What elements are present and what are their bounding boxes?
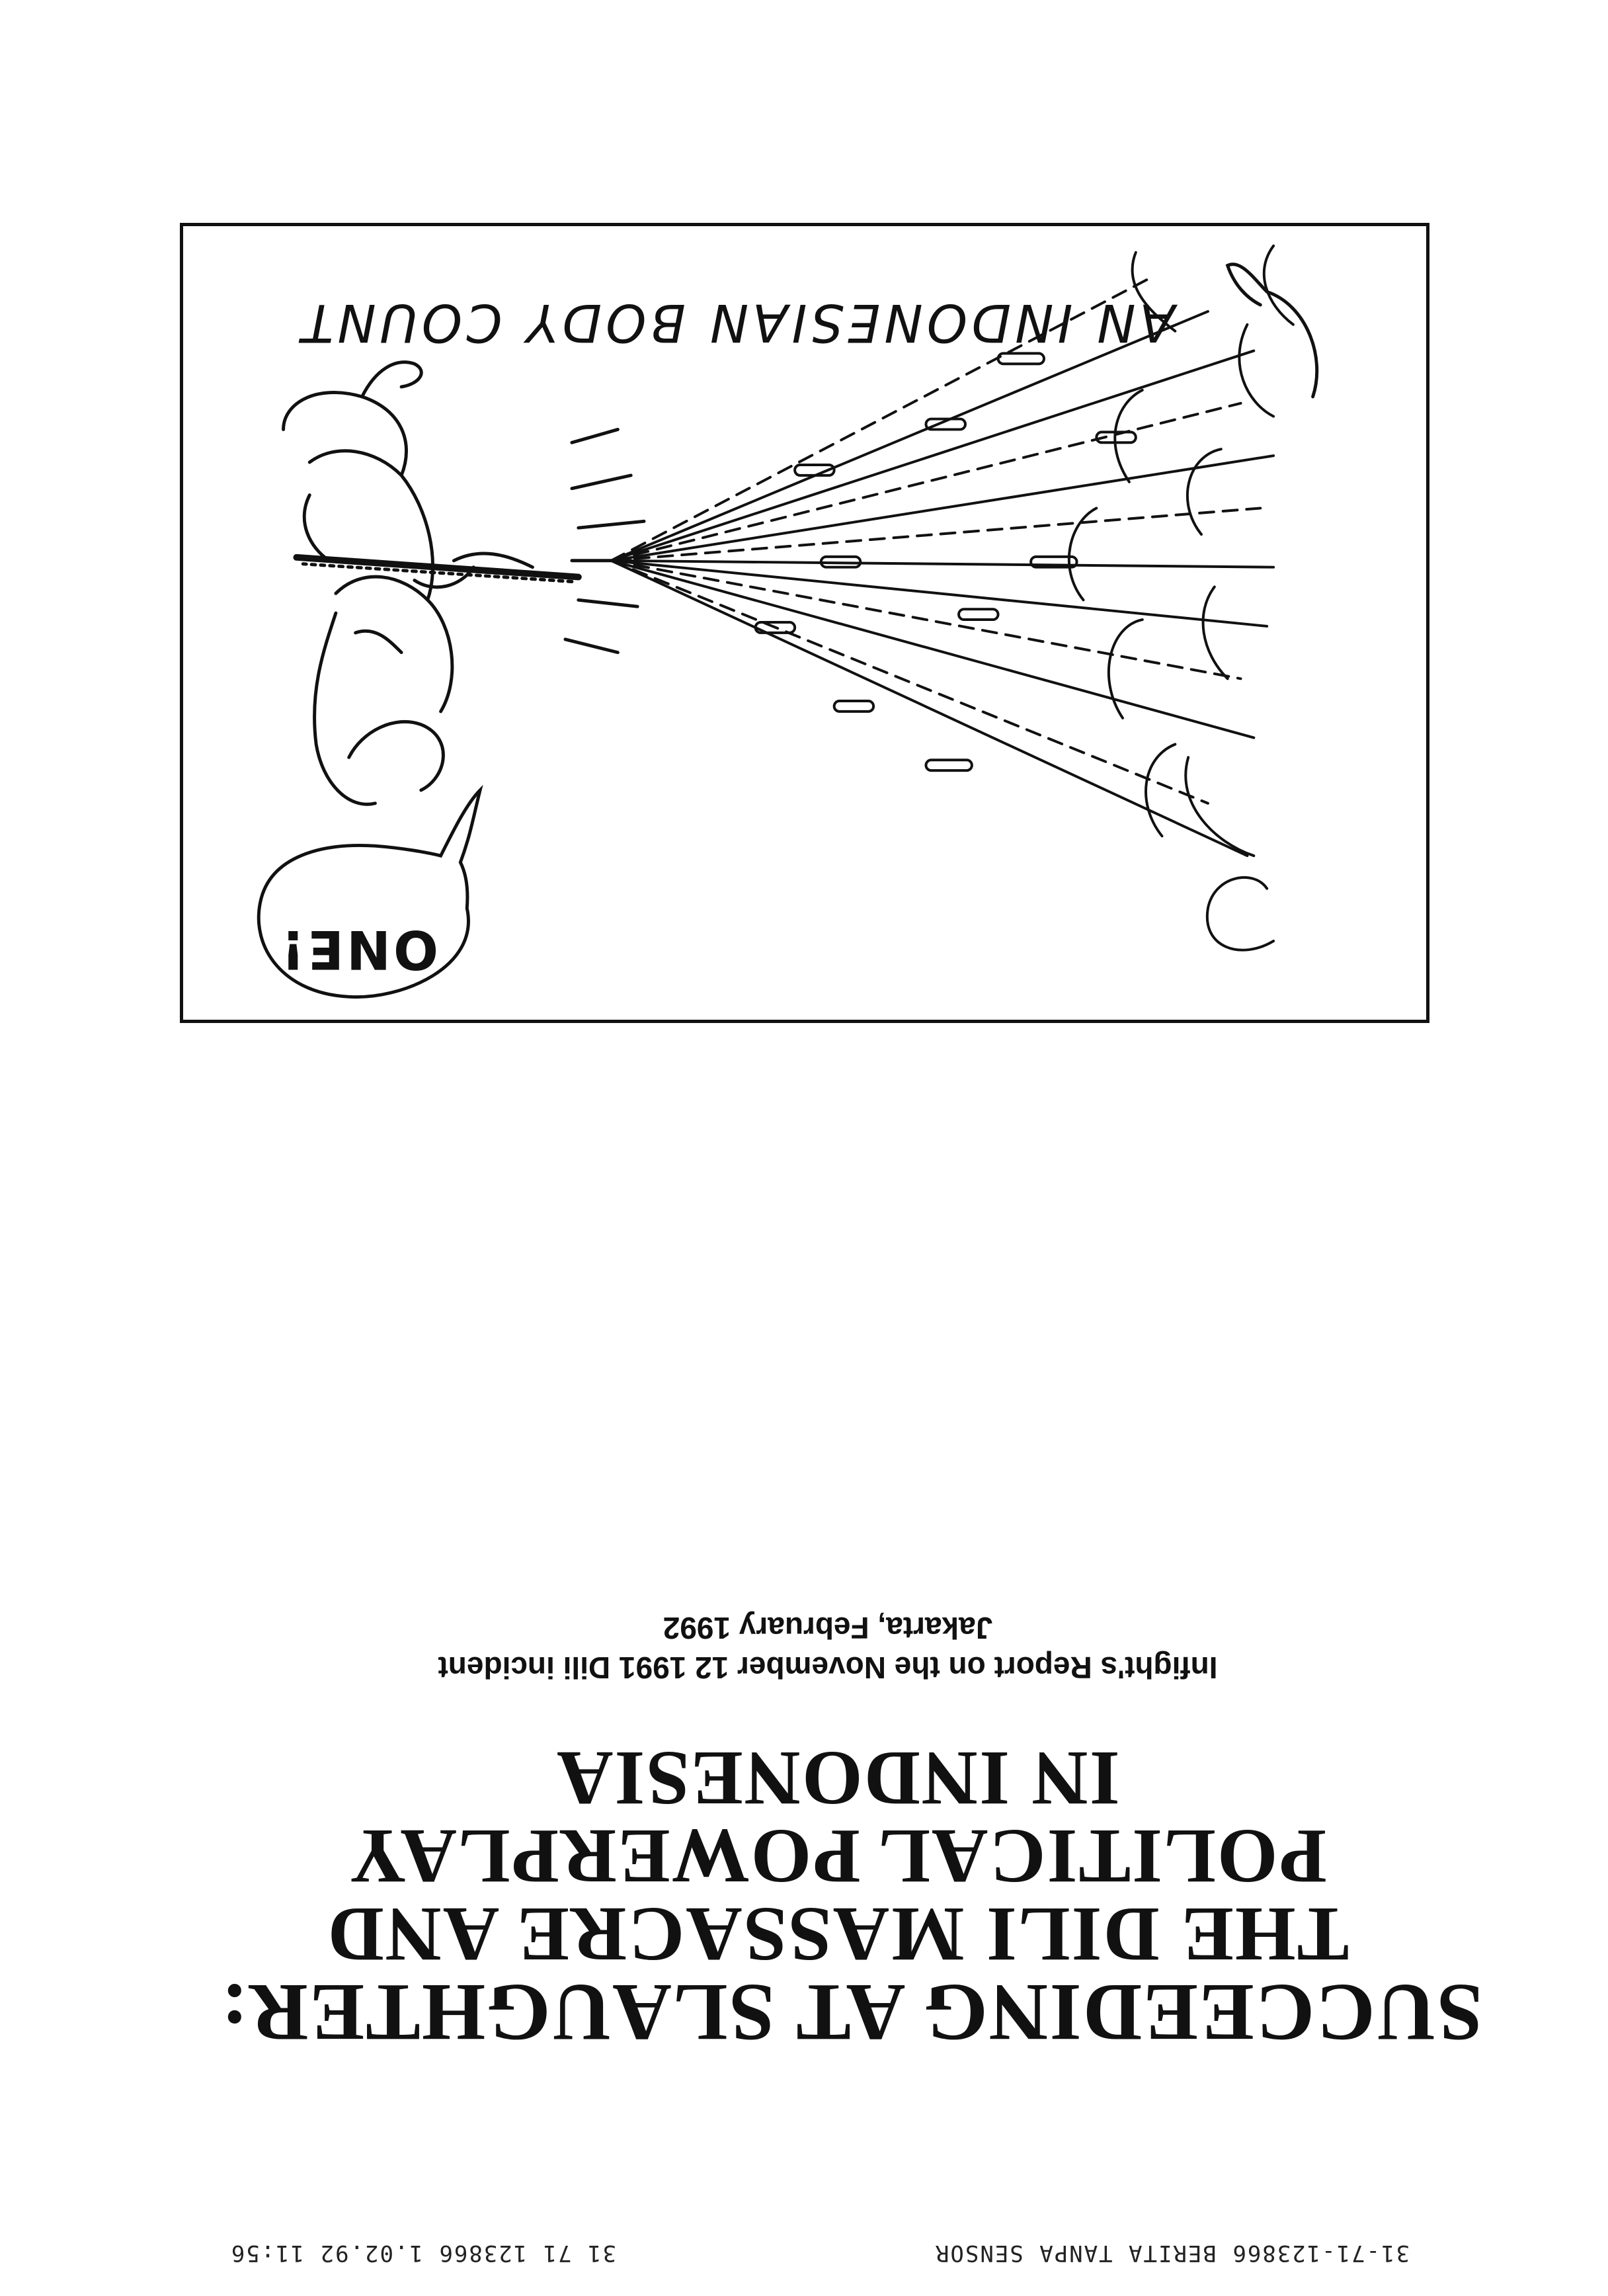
fax-transmission-header — [87, 2227, 1410, 2266]
fax-sender-line: 31-71-123866 BERITA TANPA SENSOR — [934, 2240, 1410, 2266]
report-title — [193, 1735, 1483, 2058]
muzzle-blast-lines — [565, 429, 644, 652]
report-place-date: Jakarta, February 1992 — [663, 1611, 993, 1645]
speech-bubble-text: ONE! — [278, 919, 439, 980]
title-line-3: POLITICAL POWERPLAY — [348, 1813, 1327, 1900]
cartoon-panel — [180, 223, 1429, 1023]
fax-timestamp-line: 31 71 123866 1.02.92 11:56 — [229, 2240, 616, 2266]
report-description: Infight's Report on the November 12 1991 Dili incident — [438, 1651, 1218, 1685]
cartoon-caption: AN INDONESIAN BODY COUNT — [298, 292, 1175, 352]
report-subtitle — [332, 1608, 1324, 1688]
title-line-2: THE DILI MASSACRE AND — [326, 1891, 1349, 1978]
soldier-figure — [284, 362, 579, 805]
title-line-1: SUCCEEDING AT SLAUGHTER: — [219, 1967, 1483, 2058]
title-line-4: IN INDONESIA — [555, 1735, 1120, 1822]
